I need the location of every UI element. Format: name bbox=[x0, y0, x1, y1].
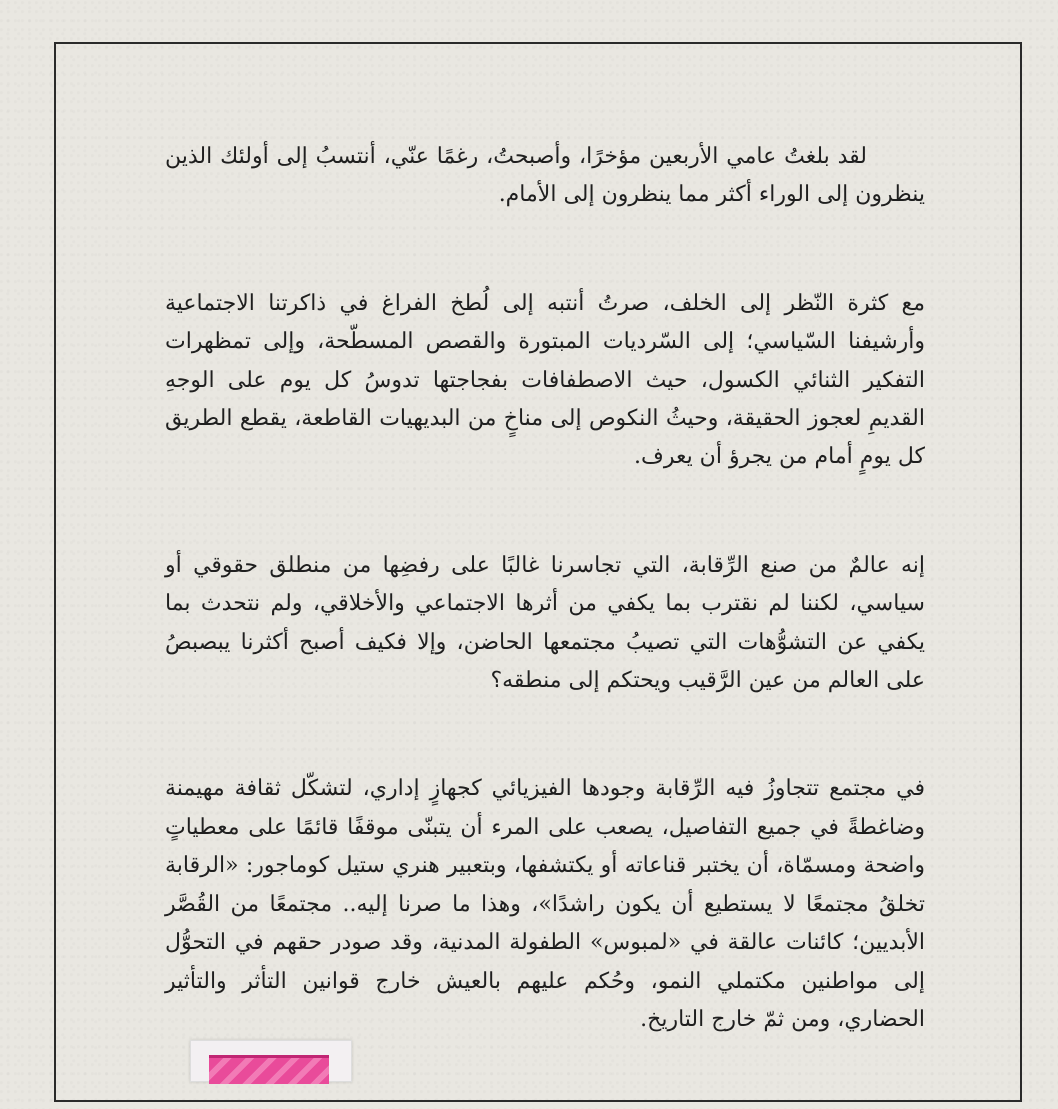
body-text bbox=[165, 138, 925, 1109]
sticky-note bbox=[190, 1040, 352, 1082]
paragraph-3: إنه عالمٌ من صنع الرِّقابة، التي تجاسرنا غالبًا على رفضِها من منطلق حقوقي أو سياسي، لكننا لم نقترب بما يكفي من أثرها الاجتماعي والأخلاقي، ولم نتحدث بما يكفي عن التشوُّهات التي تصيبُ مجتمعها الحاضن، وإلا فكيف أصبح أكثرنا يبصبصُ على العالم من عين الرَّقيب ويحتكم إلى منطقه؟ bbox=[165, 552, 925, 694]
paragraph-4: في مجتمع تتجاوزُ فيه الرِّقابة وجودها الفيزيائي كجهازٍ إداري، لتشكّل ثقافة مهيمنة وضاغطةً في جميع التفاصيل، يصعب على المرء أن يتبنّى موقفًا قائمًا على معطياتٍ واضحة ومسمّاة، أن يختبر قناعاته أو يكتشفها، وبتعبير هنري ستيل كوماجور: «الرقابة تخلقُ مجتمعًا لا يستطيع أن يكون راشدًا»، وهذا ما صرنا إليه.. مجتمعًا من القُصَّر الأبديين؛ كائنات عالقة في «لمبوس» الطفولة المدنية، وقد صودر حقهم في التحوُّل إلى مواطنين مكتملي النمو، وحُكم عليهم بالعيش خارج قوانين التأثر والتأثير الحضاري، ومن ثمّ خارج التاريخ. bbox=[165, 776, 925, 1032]
paragraph-2: مع كثرة النّظر إلى الخلف، صرتُ أنتبه إلى لُطخ الفراغ في ذاكرتنا الاجتماعية وأرشيفنا السّياسي؛ إلى السّرديات المبتورة والقصص المسطّحة، وإلى تمظهرات التفكير الثنائي الكسول، حيث الاصطفافات بفجاجتها تدوسُ كل يوم على الوجهِ القديمِ لعجوز الحقيقة، وحيثُ النكوص إلى مناخٍ من البديهيات القاطعة، يقطع الطريق كل يومٍ أمام من يجرؤ أن يعرف. bbox=[165, 290, 925, 470]
paragraph-1: لقد بلغتُ عامي الأربعين مؤخرًا، وأصبحتُ، رغمًا عنّي، أنتسبُ إلى أولئك الذين ينظرون إلى الوراء أكثر مما ينظرون إلى الأمام. bbox=[165, 144, 925, 208]
